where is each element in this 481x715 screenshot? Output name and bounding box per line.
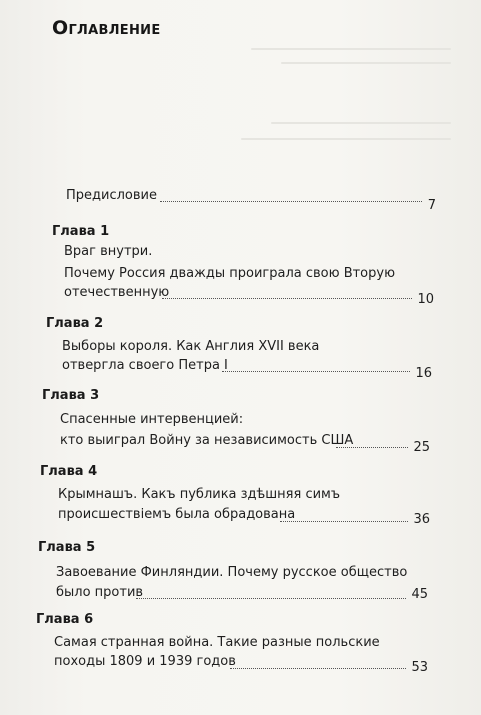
chapter-6-title-line-2[interactable]: походы 1809 и 1939 годов	[54, 654, 236, 669]
page-title: Оглавление	[52, 17, 161, 39]
leader-dots	[160, 201, 422, 202]
leader-dots	[136, 598, 406, 599]
leader-dots	[222, 371, 410, 372]
chapter-4-label[interactable]: Глава 4	[40, 464, 98, 479]
show-through-mark	[271, 122, 451, 124]
show-through-mark	[251, 48, 451, 50]
chapter-1-label[interactable]: Глава 1	[52, 224, 110, 239]
chapter-2-title-line-2[interactable]: отвергла своего Петра I	[62, 358, 228, 373]
chapter-2-label[interactable]: Глава 2	[46, 316, 104, 331]
leader-dots	[230, 668, 406, 669]
chapter-3-title-line-2[interactable]: кто выиграл Войну за независимость США	[60, 433, 354, 448]
chapter-4-title-line-1[interactable]: Крымнашъ. Какъ публика здѣшняя симъ	[58, 487, 341, 502]
chapter-6-label[interactable]: Глава 6	[36, 612, 94, 627]
show-through-mark	[241, 138, 451, 140]
chapter-4-title-line-2[interactable]: происшествіемъ была обрадована	[58, 507, 296, 522]
chapter-2-title-line-1[interactable]: Выборы короля. Как Англия XVII века	[62, 339, 320, 354]
chapter-5-page-number: 45	[411, 587, 428, 602]
chapter-6-page-number: 53	[411, 660, 428, 675]
chapter-1-title-line-1[interactable]: Враг внутри.	[64, 244, 153, 259]
chapter-6-title-line-1[interactable]: Самая странная война. Такие разные польские	[54, 635, 380, 650]
chapter-5-title-line-2[interactable]: было против	[56, 585, 144, 600]
chapter-2-page-number: 16	[415, 366, 432, 381]
chapter-3-label[interactable]: Глава 3	[42, 388, 100, 403]
leader-dots	[162, 298, 412, 299]
preface-label[interactable]: Предисловие	[66, 188, 157, 203]
chapter-5-title-line-1[interactable]: Завоевание Финляндии. Почему русское общество	[56, 565, 408, 580]
preface-page-number: 7	[427, 198, 436, 213]
chapter-3-page-number: 25	[413, 440, 430, 455]
chapter-4-page-number: 36	[413, 512, 430, 527]
chapter-1-title-line-3[interactable]: отечественную	[64, 285, 170, 300]
chapter-1-page-number: 10	[417, 292, 434, 307]
chapter-3-title-line-1[interactable]: Спасенные интервенцией:	[60, 412, 244, 427]
leader-dots	[280, 521, 408, 522]
show-through-mark	[281, 62, 451, 64]
chapter-5-label[interactable]: Глава 5	[38, 540, 96, 555]
chapter-1-title-line-2[interactable]: Почему Россия дважды проиграла свою Вторую	[64, 266, 396, 281]
